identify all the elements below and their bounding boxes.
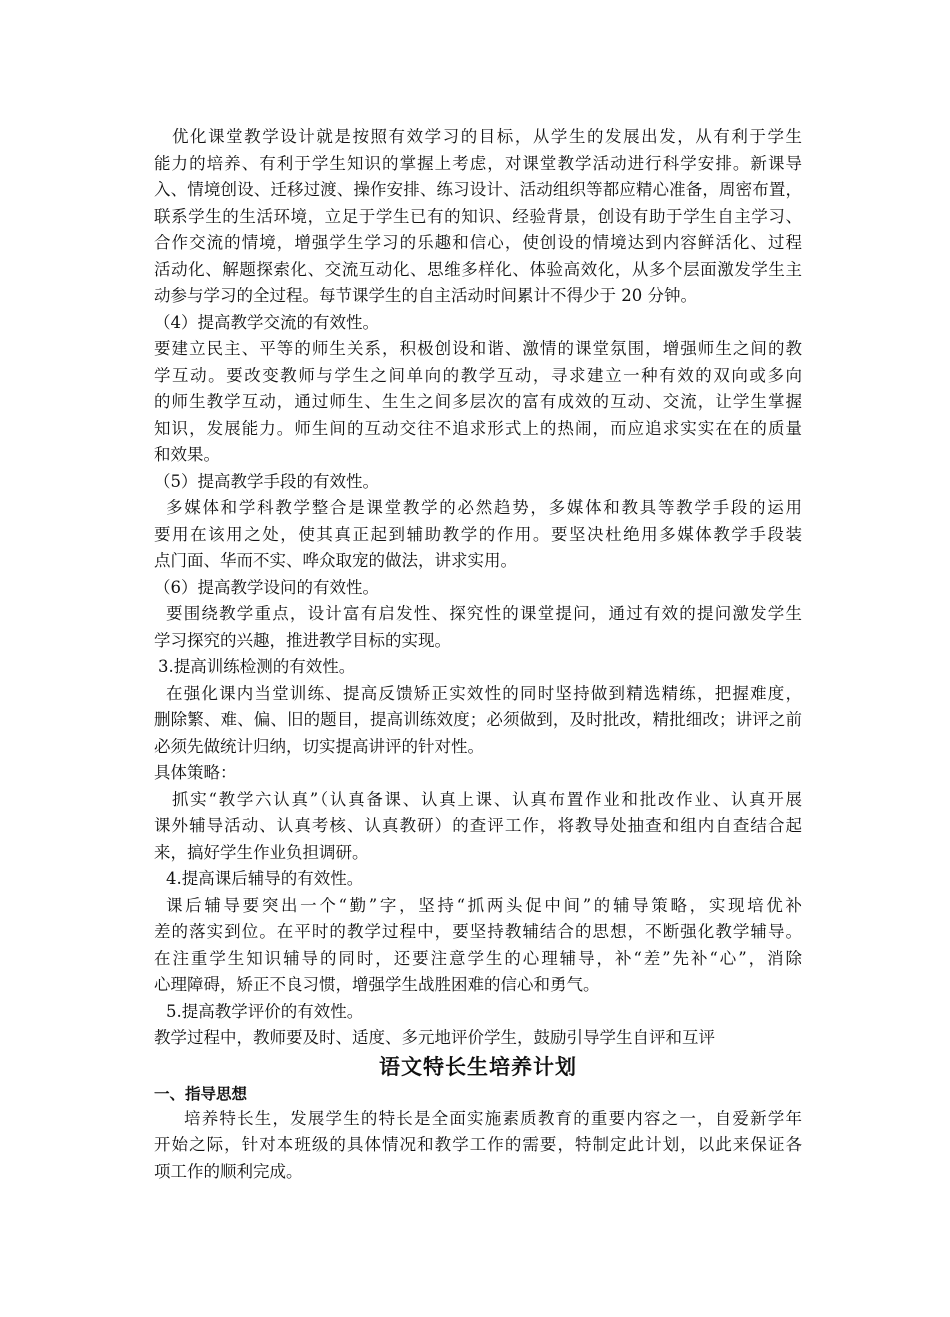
text-line: 联系学生的生活环境，立足于学生已有的知识、经验背景，创设有助于学生自主学习、 — [154, 206, 802, 226]
text-line: 点门面、华而不实、哗众取宠的做法，讲求实用。 — [154, 551, 517, 570]
text-line: 动参与学习的全过程。每节课学生的自主活动时间累计不得少于 20 分钟。 — [154, 286, 697, 305]
text-line: 课外辅导活动、认真考核、认真教研）的查评工作，将教导处抽查和组内自查结合起 — [154, 816, 802, 835]
text-line: 项工作的顺利完成。 — [154, 1161, 303, 1181]
text-line: 活动化、解题探索化、交流互动化、思维多样化、体验高效化，从多个层面激发学生主 — [154, 259, 802, 279]
subheading-5-evaluation: 5.提高教学评价的有效性。 — [166, 1001, 364, 1021]
text-line: 入、情境创设、迁移过渡、操作安排、练习设计、活动组织等都应精心准备，周密布置， — [154, 180, 802, 199]
subheading-4: （4）提高教学交流的有效性。 — [154, 312, 379, 332]
text-line: 删除繁、难、偏、旧的题目，提高训练效度；必须做到，及时批改，精批细改；讲评之前 — [154, 710, 802, 729]
subheading-3: 3.提高训练检测的有效性。 — [158, 657, 356, 676]
text-line: 要围绕教学重点，设计富有启发性、探究性的课堂提问，通过有效的提问激发学生 — [166, 604, 802, 623]
text-line: 要建立民主、平等的师生关系，积极创设和谐、激情的课堂氛围，增强师生之间的教 — [154, 339, 802, 358]
text-line: 能力的培养、有利于学生知识的掌握上考虑，对课堂教学活动进行科学安排。新课导 — [154, 153, 802, 173]
text-line: 培养特长生，发展学生的特长是全面实施素质教育的重要内容之一，自爱新学年 — [184, 1108, 802, 1128]
subheading-4-tutoring: 4.提高课后辅导的有效性。 — [166, 869, 364, 888]
text-line: 的师生教学互动，通过师生、生生之间多层次的富有成效的互动、交流，让学生掌握 — [154, 392, 802, 411]
page-title: 语文特长生培养计划 — [379, 1054, 577, 1079]
document-page — [154, 124, 802, 1185]
text-line: 课后辅导要突出一个“勤”字，坚持“抓两头促中间”的辅导策略，实现培优补 — [166, 895, 802, 915]
text-line: 和效果。 — [154, 445, 220, 464]
strategy-label: 具体策略： — [154, 763, 237, 782]
text-line: 在注重学生知识辅导的同时，还要注意学生的心理辅导，补“差”先补“心”，消除 — [154, 948, 802, 968]
paragraph-lesson-design — [154, 124, 802, 310]
text-line: 多媒体和学科教学整合是课堂教学的必然趋势，多媒体和教具等教学手段的运用 — [166, 498, 802, 517]
text-line: 差的落实到位。在平时的教学过程中，要坚持教辅结合的思想，不断强化教学辅导。 — [154, 922, 802, 941]
subheading-6: （6）提高教学设问的有效性。 — [154, 577, 379, 597]
paragraph-evaluation: 教学过程中，教师要及时、适度、多元地评价学生，鼓励引导学生自评和互评 — [154, 1028, 715, 1047]
text-line: 合作交流的情境，增强学生学习的乐趣和信心，使创设的情境达到内容鲜活化、过程 — [154, 233, 802, 252]
paragraph-questioning — [154, 601, 802, 654]
text-line: 学互动。要改变教师与学生之间单向的教学互动，寻求建立一种有效的双向或多向 — [154, 365, 802, 385]
paragraph-training — [154, 681, 802, 761]
text-line: 开始之际，针对本班级的具体情况和教学工作的需要，特制定此计划，以此来保证各 — [154, 1135, 802, 1154]
paragraph-media — [154, 495, 802, 575]
paragraph-tutoring — [154, 893, 802, 999]
text-line: 来，搞好学生作业负担调研。 — [154, 842, 369, 862]
text-line: 必须先做统计归纳，切实提高讲评的针对性。 — [154, 736, 484, 756]
section-heading: 一、指导思想 — [154, 1084, 248, 1103]
paragraph-guiding-idea — [154, 1106, 802, 1186]
paragraph-communication — [154, 336, 802, 469]
text-line: 抓实“教学六认真”（认真备课、认真上课、认真布置作业和批改作业、认真开展 — [172, 789, 802, 809]
text-line: 优化课堂教学设计就是按照有效学习的目标，从学生的发展出发，从有利于学生 — [172, 127, 802, 146]
text-line: 在强化课内当堂训练、提高反馈矫正实效性的同时坚持做到精选精练，把握难度， — [166, 683, 802, 703]
subheading-5: （5）提高教学手段的有效性。 — [154, 471, 379, 491]
text-line: 要用在该用之处，使其真正起到辅助教学的作用。要坚决杜绝用多媒体教学手段装 — [154, 524, 802, 544]
text-line: 知识，发展能力。师生间的互动交往不追求形式上的热闹，而应追求实实在在的质量 — [154, 418, 802, 438]
text-line: 学习探究的兴趣，推进教学目标的实现。 — [154, 630, 451, 650]
text-line: 心理障碍，矫正不良习惯，增强学生战胜困难的信心和勇气。 — [154, 975, 600, 994]
paragraph-strategy — [154, 787, 802, 867]
